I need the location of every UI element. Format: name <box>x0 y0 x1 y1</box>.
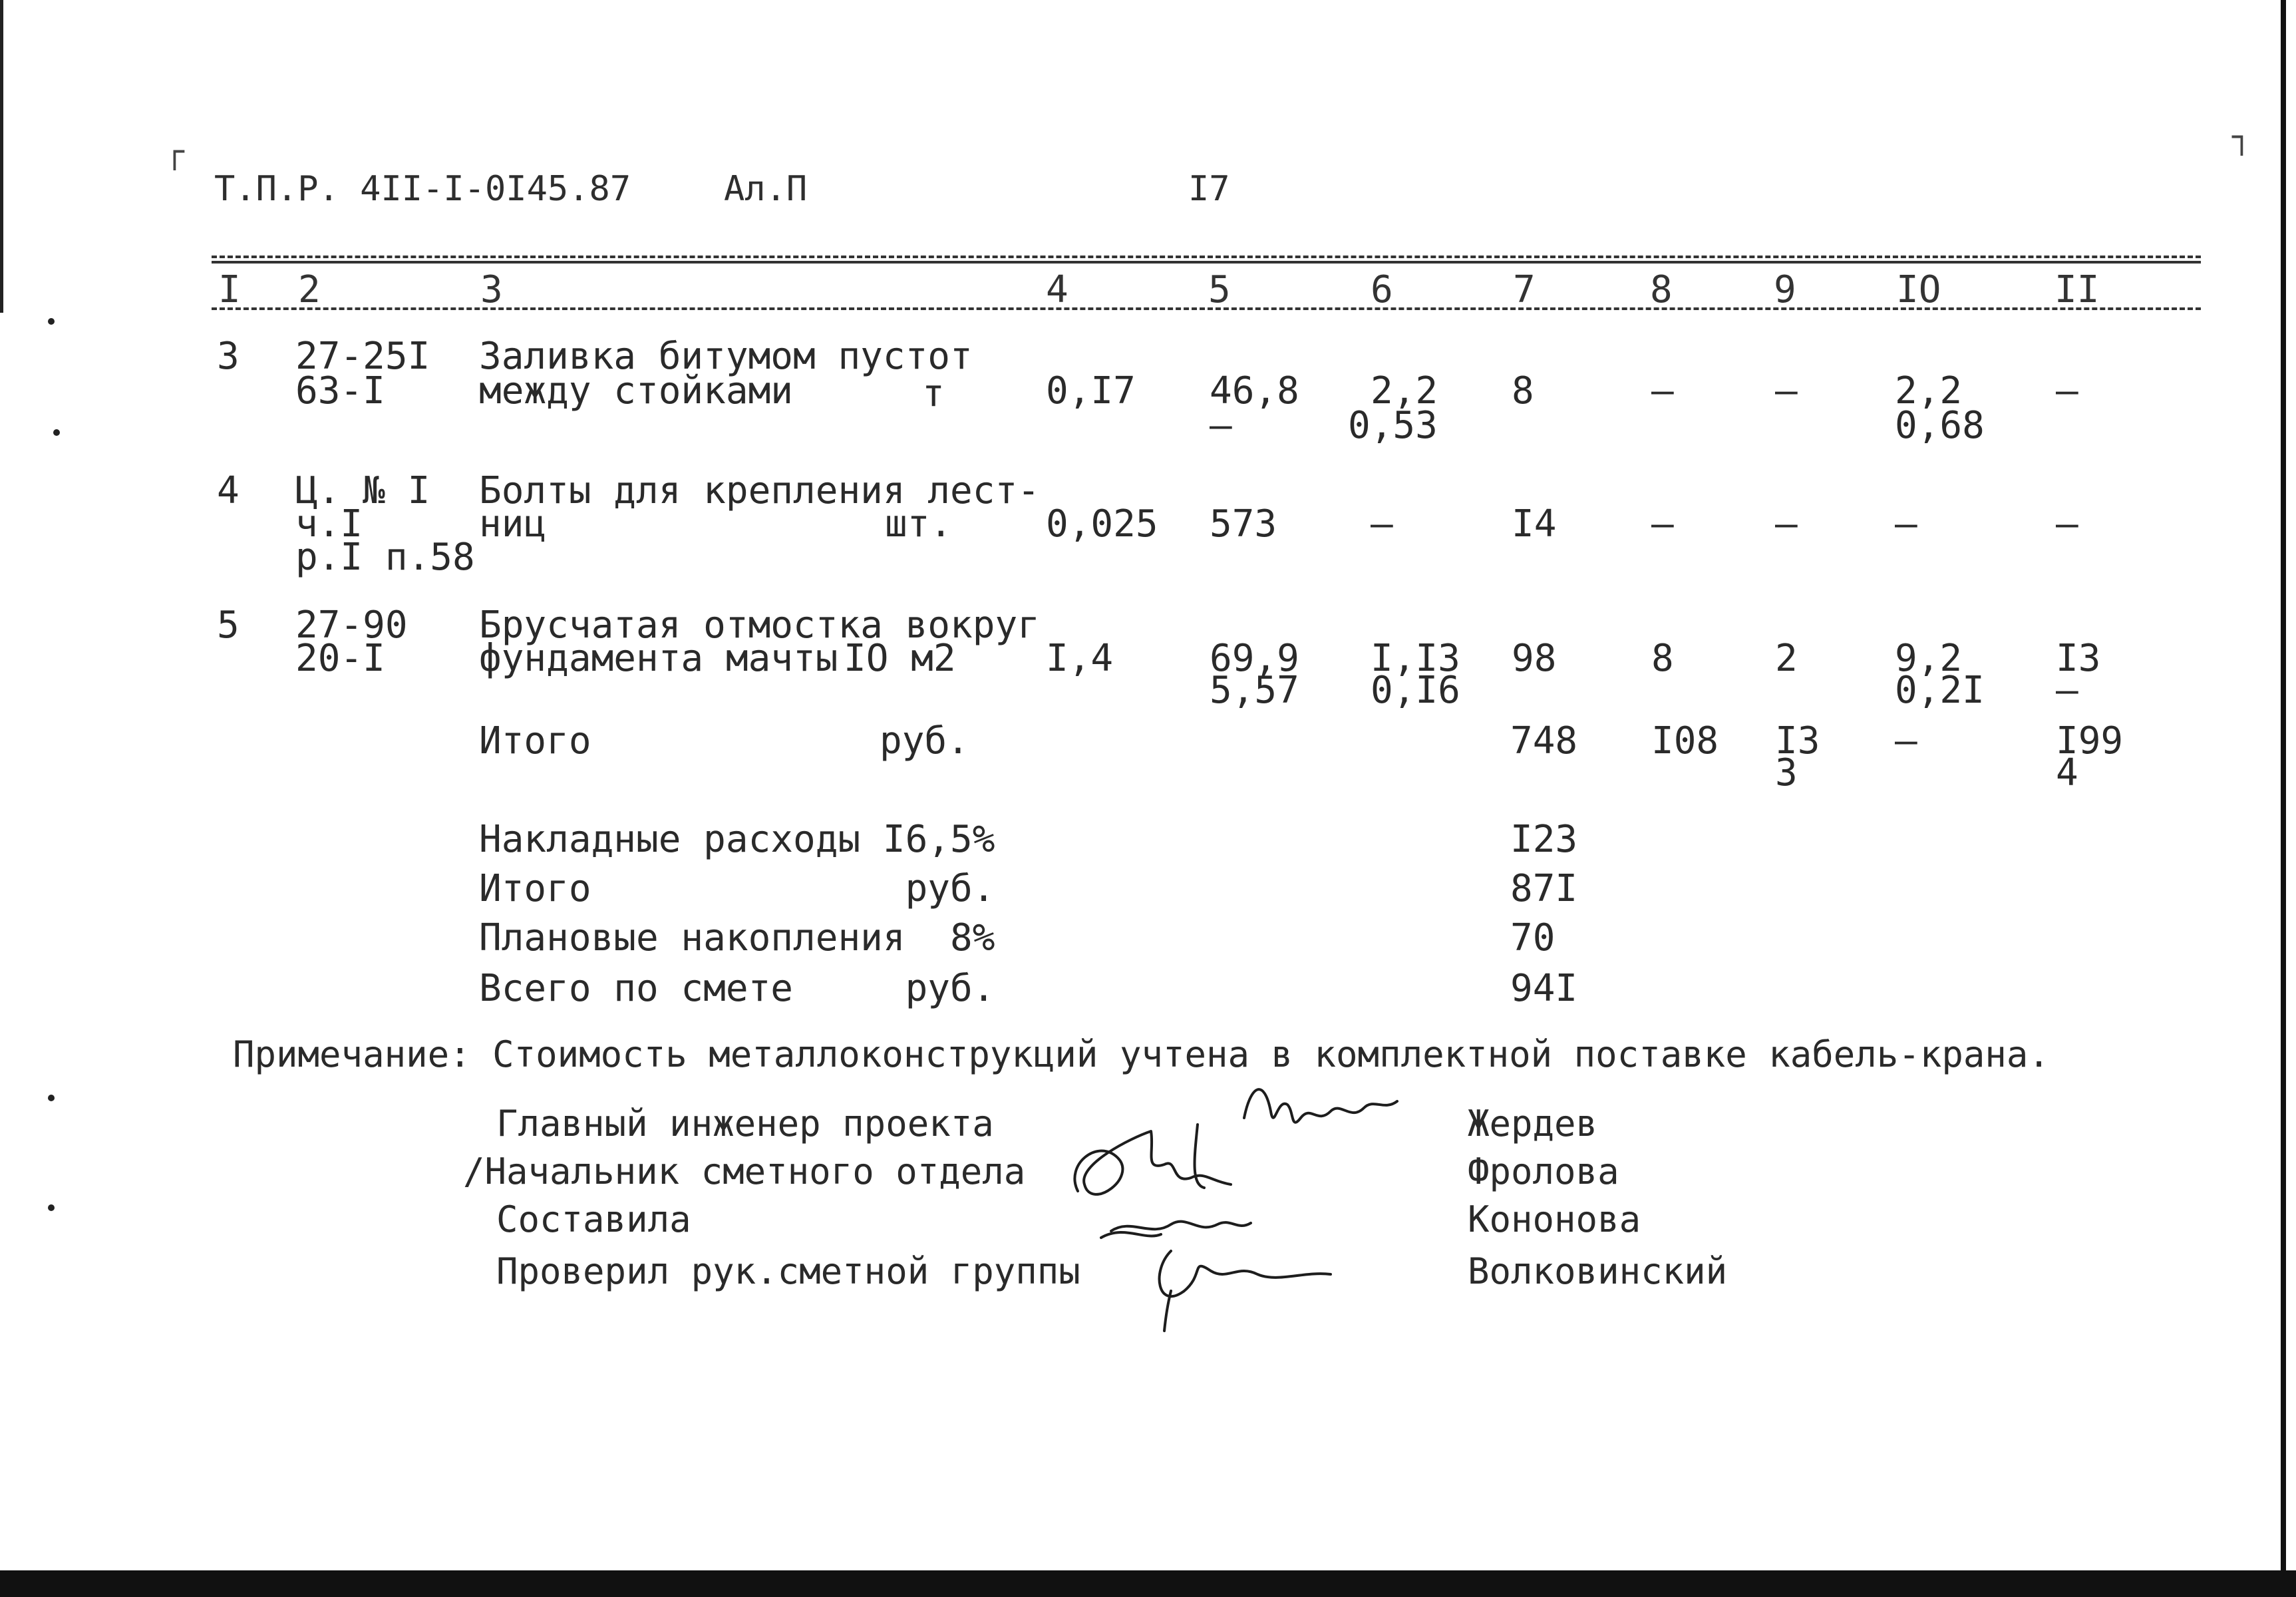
total-wage: – <box>1651 502 1674 546</box>
summary-value: I23 <box>1510 818 1578 861</box>
subtotal-unit: руб. <box>880 719 969 763</box>
column-header: II <box>2054 268 2100 311</box>
total-wage: – <box>1651 369 1674 413</box>
summary-label: Всего по смете руб. <box>479 967 995 1010</box>
column-header: 9 <box>1774 268 1796 311</box>
column-header: 6 <box>1371 268 1393 311</box>
column-header: 8 <box>1650 268 1673 311</box>
signatory-name: Волковинский <box>1468 1250 1728 1292</box>
work-description: фундамента мачты <box>479 637 838 680</box>
rate-code: р.I п.58 <box>295 536 475 579</box>
column-header: 7 <box>1513 268 1536 311</box>
row-number: 5 <box>217 604 240 647</box>
rate-code: 20-I <box>295 637 385 680</box>
quantity: 0,025 <box>1046 502 1158 546</box>
corner-mark-right: ┐ <box>2232 118 2251 156</box>
table-top-rule-solid <box>212 261 2201 264</box>
total-cost: 8 <box>1512 369 1534 413</box>
work-description: Болты для крепления лест- <box>479 469 1040 512</box>
labour-value: 0,2I <box>1895 669 1985 712</box>
subtotal-cost: 748 <box>1510 719 1578 763</box>
machine-cost: – <box>1775 502 1798 546</box>
rate-code: 63-I <box>295 369 385 413</box>
total-cost: I4 <box>1512 502 1557 546</box>
row-number: 3 <box>217 335 240 378</box>
unit-of-measure: IO м2 <box>844 637 956 680</box>
labour-value: 9,2 <box>1895 637 1963 680</box>
unit-wage: I,I3 <box>1371 637 1460 680</box>
quantity: I,4 <box>1046 637 1114 680</box>
unit-cost: 5,57 <box>1210 669 1299 712</box>
signatory-role: Составила <box>496 1198 691 1240</box>
subtotal-machine: 3 <box>1775 751 1798 795</box>
album-number: Ал.П <box>724 169 808 209</box>
punch-hole-mark <box>48 1204 55 1211</box>
unit-wage: 0,53 <box>1348 404 1438 447</box>
summary-label: Итого руб. <box>479 867 995 910</box>
scan-bottom-edge <box>0 1570 2296 1597</box>
machine-cost: – <box>1775 369 1798 413</box>
column-header: 3 <box>480 268 503 311</box>
summary-value: 70 <box>1510 916 1556 960</box>
quantity: 0,I7 <box>1046 369 1136 413</box>
punch-hole-mark <box>48 1095 55 1101</box>
labour-total: – <box>2056 502 2078 546</box>
subtotal-labour-total: I99 <box>2056 719 2124 763</box>
subtotal-machine: I3 <box>1775 719 1820 763</box>
punch-hole-mark <box>48 318 55 325</box>
document-code: Т.П.Р. 4II-I-0I45.87 <box>214 169 631 209</box>
unit-cost: 69,9 <box>1210 637 1299 680</box>
table-top-rule <box>212 256 2201 258</box>
column-header: 4 <box>1046 268 1068 311</box>
unit-wage: 2,2 <box>1371 369 1438 413</box>
labour-total: – <box>2056 369 2078 413</box>
labour-total: – <box>2056 669 2078 712</box>
signatory-name: Жердев <box>1468 1103 1598 1145</box>
unit-cost: 46,8 <box>1210 369 1299 413</box>
note-text: Примечание: Стоимость металлоконструкций учтена в комплектной поставке кабель-крана. <box>233 1033 2050 1075</box>
subtotal-labour-total: 4 <box>2056 751 2078 795</box>
column-header: 5 <box>1208 268 1231 311</box>
unit-cost: 573 <box>1210 502 1277 546</box>
unit-wage: – <box>1371 502 1393 546</box>
page-number: I7 <box>1188 169 1230 209</box>
corner-mark-left: ┌ <box>165 133 184 170</box>
total-wage: 8 <box>1651 637 1674 680</box>
work-description: Брусчатая отмостка вокруг <box>479 604 1040 647</box>
subtotal-labour: – <box>1895 719 1917 763</box>
scan-right-edge <box>2281 0 2286 1574</box>
unit-cost: – <box>1210 404 1232 447</box>
unit-wage: 0,I6 <box>1371 669 1460 712</box>
unit-of-measure: т <box>922 372 945 415</box>
unit-of-measure: шт. <box>885 502 953 546</box>
rate-code: ч.I <box>295 502 363 546</box>
summary-value: 87I <box>1510 867 1578 910</box>
handwritten-signatures <box>1038 1071 1450 1337</box>
signatory-role: Проверил рук.сметной группы <box>496 1250 1080 1292</box>
machine-cost: 2 <box>1775 637 1798 680</box>
work-description: между стойками <box>479 369 794 413</box>
work-description: Заливка битумом пустот <box>479 335 973 378</box>
column-header: IO <box>1896 268 1941 311</box>
labour-value: – <box>1895 502 1917 546</box>
signatory-role: /Начальник сметного отдела <box>463 1151 1026 1192</box>
labour-total: I3 <box>2056 637 2101 680</box>
signatory-name: Фролова <box>1468 1151 1619 1192</box>
labour-value: 0,68 <box>1895 404 1985 447</box>
subtotal-wage: I08 <box>1651 719 1719 763</box>
signatory-name: Кононова <box>1468 1198 1641 1240</box>
column-header: I <box>218 268 241 311</box>
total-cost: 98 <box>1512 637 1557 680</box>
column-header: 2 <box>298 268 321 311</box>
rate-code: 27-25I <box>295 335 430 378</box>
scan-left-edge <box>0 0 3 313</box>
work-description: ниц <box>479 502 547 546</box>
labour-value: 2,2 <box>1895 369 1963 413</box>
signatory-role: Главный инженер проекта <box>496 1103 994 1145</box>
summary-label: Накладные расходы I6,5% <box>479 818 995 861</box>
subtotal-label: Итого <box>479 719 591 763</box>
rate-code: Ц. № I <box>295 469 430 512</box>
rate-code: 27-90 <box>295 604 408 647</box>
punch-hole-mark <box>53 429 60 436</box>
summary-value: 94I <box>1510 967 1578 1010</box>
summary-label: Плановые накопления 8% <box>479 916 995 960</box>
row-number: 4 <box>217 469 240 512</box>
